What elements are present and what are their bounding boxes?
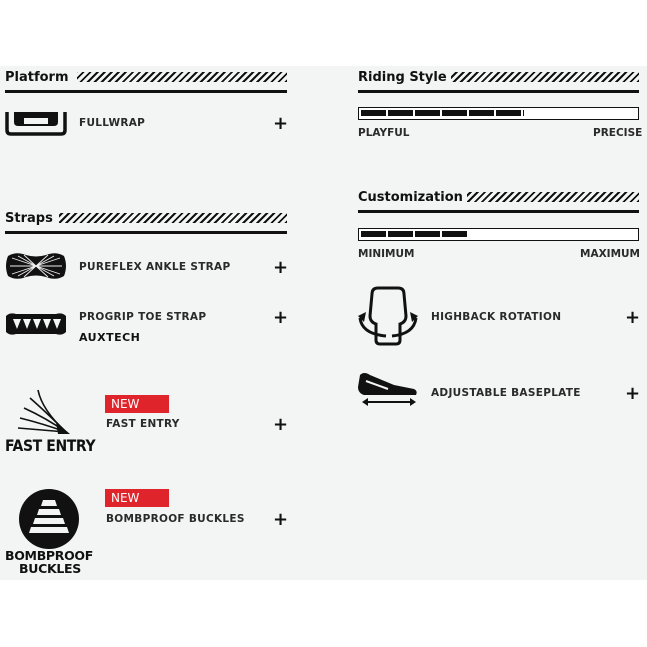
fast-entry-logo: FAST ENTRY xyxy=(5,437,96,456)
hatch-decoration xyxy=(467,192,639,202)
strap-item-pureflex: PUREFLEX ANKLE STRAP xyxy=(79,261,231,273)
riding-style-min-label: PLAYFUL xyxy=(358,127,410,139)
meter-segment xyxy=(415,110,440,116)
riding-style-max-label: PRECISE xyxy=(593,127,643,139)
straps-title: Straps xyxy=(5,211,59,226)
hatch-decoration xyxy=(77,72,287,82)
meter-segment xyxy=(361,110,386,116)
strap-item-bombproof: BOMBPROOF BUCKLES xyxy=(106,513,245,525)
platform-section-header xyxy=(5,68,287,93)
expand-fullwrap-button[interactable]: + xyxy=(273,113,289,134)
hatch-decoration xyxy=(451,72,639,82)
customization-item-baseplate: ADJUSTABLE BASEPLATE xyxy=(431,387,581,399)
customization-max-label: MAXIMUM xyxy=(580,248,641,260)
meter-segment xyxy=(469,110,494,116)
customization-meter xyxy=(358,228,639,241)
fullwrap-platform-icon xyxy=(4,108,68,136)
new-badge: NEW xyxy=(105,489,169,507)
bombproof-logo-line2: BUCKLES xyxy=(19,561,81,576)
customization-section-header xyxy=(358,188,639,213)
expand-baseplate-button[interactable]: + xyxy=(625,383,641,404)
strap-item-fast-entry: FAST ENTRY xyxy=(106,418,180,430)
auxtech-logo: AUXTECH xyxy=(79,331,141,344)
customization-title: Customization xyxy=(358,190,469,205)
meter-segment xyxy=(496,110,521,116)
riding-style-title: Riding Style xyxy=(358,70,453,85)
bombproof-logo-line1: BOMBPROOF xyxy=(5,548,93,563)
platform-item-fullwrap: FULLWRAP xyxy=(79,117,146,129)
fast-entry-icon xyxy=(16,388,80,436)
ankle-strap-icon xyxy=(4,250,68,282)
feature-panel xyxy=(0,66,647,580)
expand-pureflex-button[interactable]: + xyxy=(273,257,289,278)
riding-style-meter xyxy=(358,107,639,120)
platform-title: Platform xyxy=(5,70,75,85)
meter-segment xyxy=(523,110,524,116)
expand-progrip-button[interactable]: + xyxy=(273,307,289,328)
new-badge: NEW xyxy=(105,395,169,413)
hatch-decoration xyxy=(59,213,287,223)
riding-style-section-header xyxy=(358,68,639,93)
meter-segment xyxy=(388,110,413,116)
expand-bombproof-button[interactable]: + xyxy=(273,509,289,530)
customization-item-highback: HIGHBACK ROTATION xyxy=(431,311,562,323)
meter-segment xyxy=(361,231,386,237)
meter-segment xyxy=(388,231,413,237)
meter-segment xyxy=(442,231,467,237)
meter-segment xyxy=(442,110,467,116)
bombproof-buckle-icon xyxy=(18,488,80,550)
expand-fast-entry-button[interactable]: + xyxy=(273,414,289,435)
meter-segment xyxy=(415,231,440,237)
toe-strap-icon xyxy=(4,310,68,338)
customization-min-label: MINIMUM xyxy=(358,248,415,260)
adjustable-baseplate-icon xyxy=(356,371,420,411)
highback-rotation-icon xyxy=(356,286,420,348)
expand-highback-button[interactable]: + xyxy=(625,307,641,328)
strap-item-progrip: PROGRIP TOE STRAP xyxy=(79,311,207,323)
straps-section-header xyxy=(5,209,287,234)
